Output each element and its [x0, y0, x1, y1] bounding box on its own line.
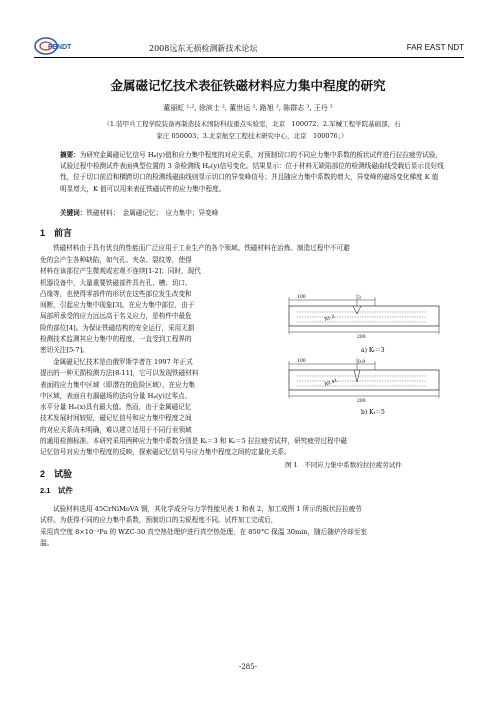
section-1-para-2 [40, 357, 262, 436]
text-line: 凸缘等，也使得零部件的形状在这些部位发生改变和 [40, 289, 192, 298]
notch-radius-b: 0.9 [358, 360, 366, 365]
specimen-b-drawing [289, 358, 439, 416]
text-line: 采用真空度 8×10⁻²Pa 的 WZC-30 真空热处理炉进行真空热处理，在 850°C 保温 30min，随后随炉冷却至室 [40, 527, 367, 536]
notch-radius-a: 3 [358, 296, 361, 301]
text-line: 水平分量 Hₓ(x)具有最大值。然而，由于金属磁记忆 [40, 403, 192, 412]
keywords-label: 关键词： [60, 209, 87, 217]
header-conference: 2008远东无损检测新技术论坛 [149, 44, 258, 53]
fendt-logo-icon [34, 36, 74, 56]
specimen-a-drawing [289, 294, 439, 354]
text-line: 金属磁记忆技术是由俄罗斯学者在 1997 年正式 [53, 358, 193, 366]
text-line: 表面的应力集中区域（即潜在的危险区域），在应力集 [40, 380, 195, 389]
abstract-label: 摘要： [60, 151, 80, 159]
authors: 董丽虹 ¹·², 徐滨士 ², 董世运 ², 路旭 ², 陈群志 ³, 王丹 ² [163, 104, 333, 112]
text-line: 温。 [40, 538, 54, 547]
affiliation-line: （1.装甲兵工程学院装备再制造技术国防科技重点实验室，北京 100072；2.军械工程学院基础部，石 [103, 120, 401, 128]
text-line: 试样。为获得不同的应力集中系数，预制切口的尖锐程度不同。试件加工完成后， [40, 516, 278, 525]
text-line: 的对应关系尚未明确，难以建立适用于不同行业领域 [40, 425, 192, 434]
text-line: 机器设备中，大量重要铁磁部件具有孔、槽、切口、 [40, 278, 192, 287]
text-line: 局部所承受的应力远远高于名义应力，是构件中最危 [40, 312, 192, 321]
figure-caption: 图 1 不同应力集中系数的拉拉疲劳试件 [285, 461, 402, 469]
section-1-heading: 1 前言 [40, 228, 73, 238]
text-line: 的通用检测标准。本研究采用两种应力集中系数分别是 Kₜ＝3 和 Kₜ＝5 拉拉疲劳试样，研究疲劳过程中磁 [40, 437, 347, 445]
text-line: 免的会产生各种缺陷，如气孔、夹杂、裂纹等，使得 [40, 256, 192, 264]
text-line: 密切关注[5-7]。 [40, 346, 89, 355]
paper-title: 金属磁记忆技术表征铁磁材料应力集中程度的研究 [110, 78, 386, 93]
text-line: 检测技术监测其应力集中的程度，一直受到工程界的 [40, 335, 192, 344]
dim-top-b: 100 [297, 359, 306, 364]
affiliation-line: 家庄 050003；3.北京航空工程技术研究中心，北京 100076；） [156, 132, 348, 140]
dim-top-a: 100 [297, 295, 306, 300]
subsection-2-1-heading: 2.1 试件 [40, 486, 73, 495]
text-line: 提出的一种无损检测方法[8-11]，它可以发现铁磁材料 [40, 369, 199, 378]
section-2-para [40, 504, 452, 549]
section-1-para-1: 铁磁材料由于具有优良的性能而广泛应用于工业生产的各个领域。铁磁材料在冶炼、制造过程中不可避 [53, 244, 350, 252]
notch-label-b: R0.41 [323, 378, 339, 388]
page-header [34, 36, 464, 58]
header-right: FAR EAST NDT [406, 43, 464, 52]
abstract [60, 150, 444, 195]
section-2-heading: 2 试验 [40, 469, 73, 479]
notch-label-a: R1.2 [323, 314, 336, 323]
svg-text:FENDT: FENDT [48, 44, 72, 51]
keywords-text: 铁磁材料； 金属磁记忆； 应力集中；异变峰 [86, 209, 219, 217]
abstract-text: 为研究金属磁记忆信号 Hₚ(y)值和应力集中程度的对应关系，对预制切口的不同应力集中系数的板状试件进行拉拉疲劳试验，试验过程中检测试件表面典型位置的 3 条检测线 Hₚ(y)信号变化。结果显示：位于材料无缺陷部位的检测线磁曲线受载后显示良好线性，位于切口前沿和横跨切口的检测线磁曲线则显示切口的异变峰信号；并且随应力集中系数的增大，异变峰的磁场变化梯度 K 值明显增大，K 值可以用来表征铁磁试件的应力集中程度。 [60, 151, 444, 193]
figure-1 [267, 292, 447, 482]
label-b: b) Kₜ＝5 [361, 409, 385, 416]
text-line: 间断，引起应力集中现象[3]。在应力集中部位，由于 [40, 301, 195, 310]
text-line: 记忆信号对应力集中程度的反映，探索磁记忆信号与应力集中程度之间的定量化关系。 [40, 448, 291, 457]
text-line: 中区域，表面自有漏磁场的法向分量 Hₚ(y)过零点、 [40, 391, 192, 400]
section-1-para-1-cont [40, 255, 262, 357]
text-line: 技术发展时间较短，磁记忆信号和应力集中程度之间 [40, 414, 192, 423]
text-line: 险的部位[4]。为保证铁磁结构的安全运行，采用无损 [40, 323, 195, 332]
page-number: -285- [238, 663, 258, 671]
dim-bottom-b: 200 [357, 399, 366, 404]
text-line: 材料在该部位产生微观或宏观不连续[1-2]；同时，现代 [40, 267, 201, 276]
affiliations [60, 118, 444, 142]
label-a: a) Kₜ＝3 [361, 347, 385, 354]
keywords [60, 207, 444, 217]
text-line: 试验材料选用 45CrNiMoVA 钢，其化学成分与力学性能见表 1 和表 2，加工成图 1 所示的板状拉拉疲劳 [53, 505, 362, 513]
dim-bottom-a: 200 [357, 335, 366, 340]
